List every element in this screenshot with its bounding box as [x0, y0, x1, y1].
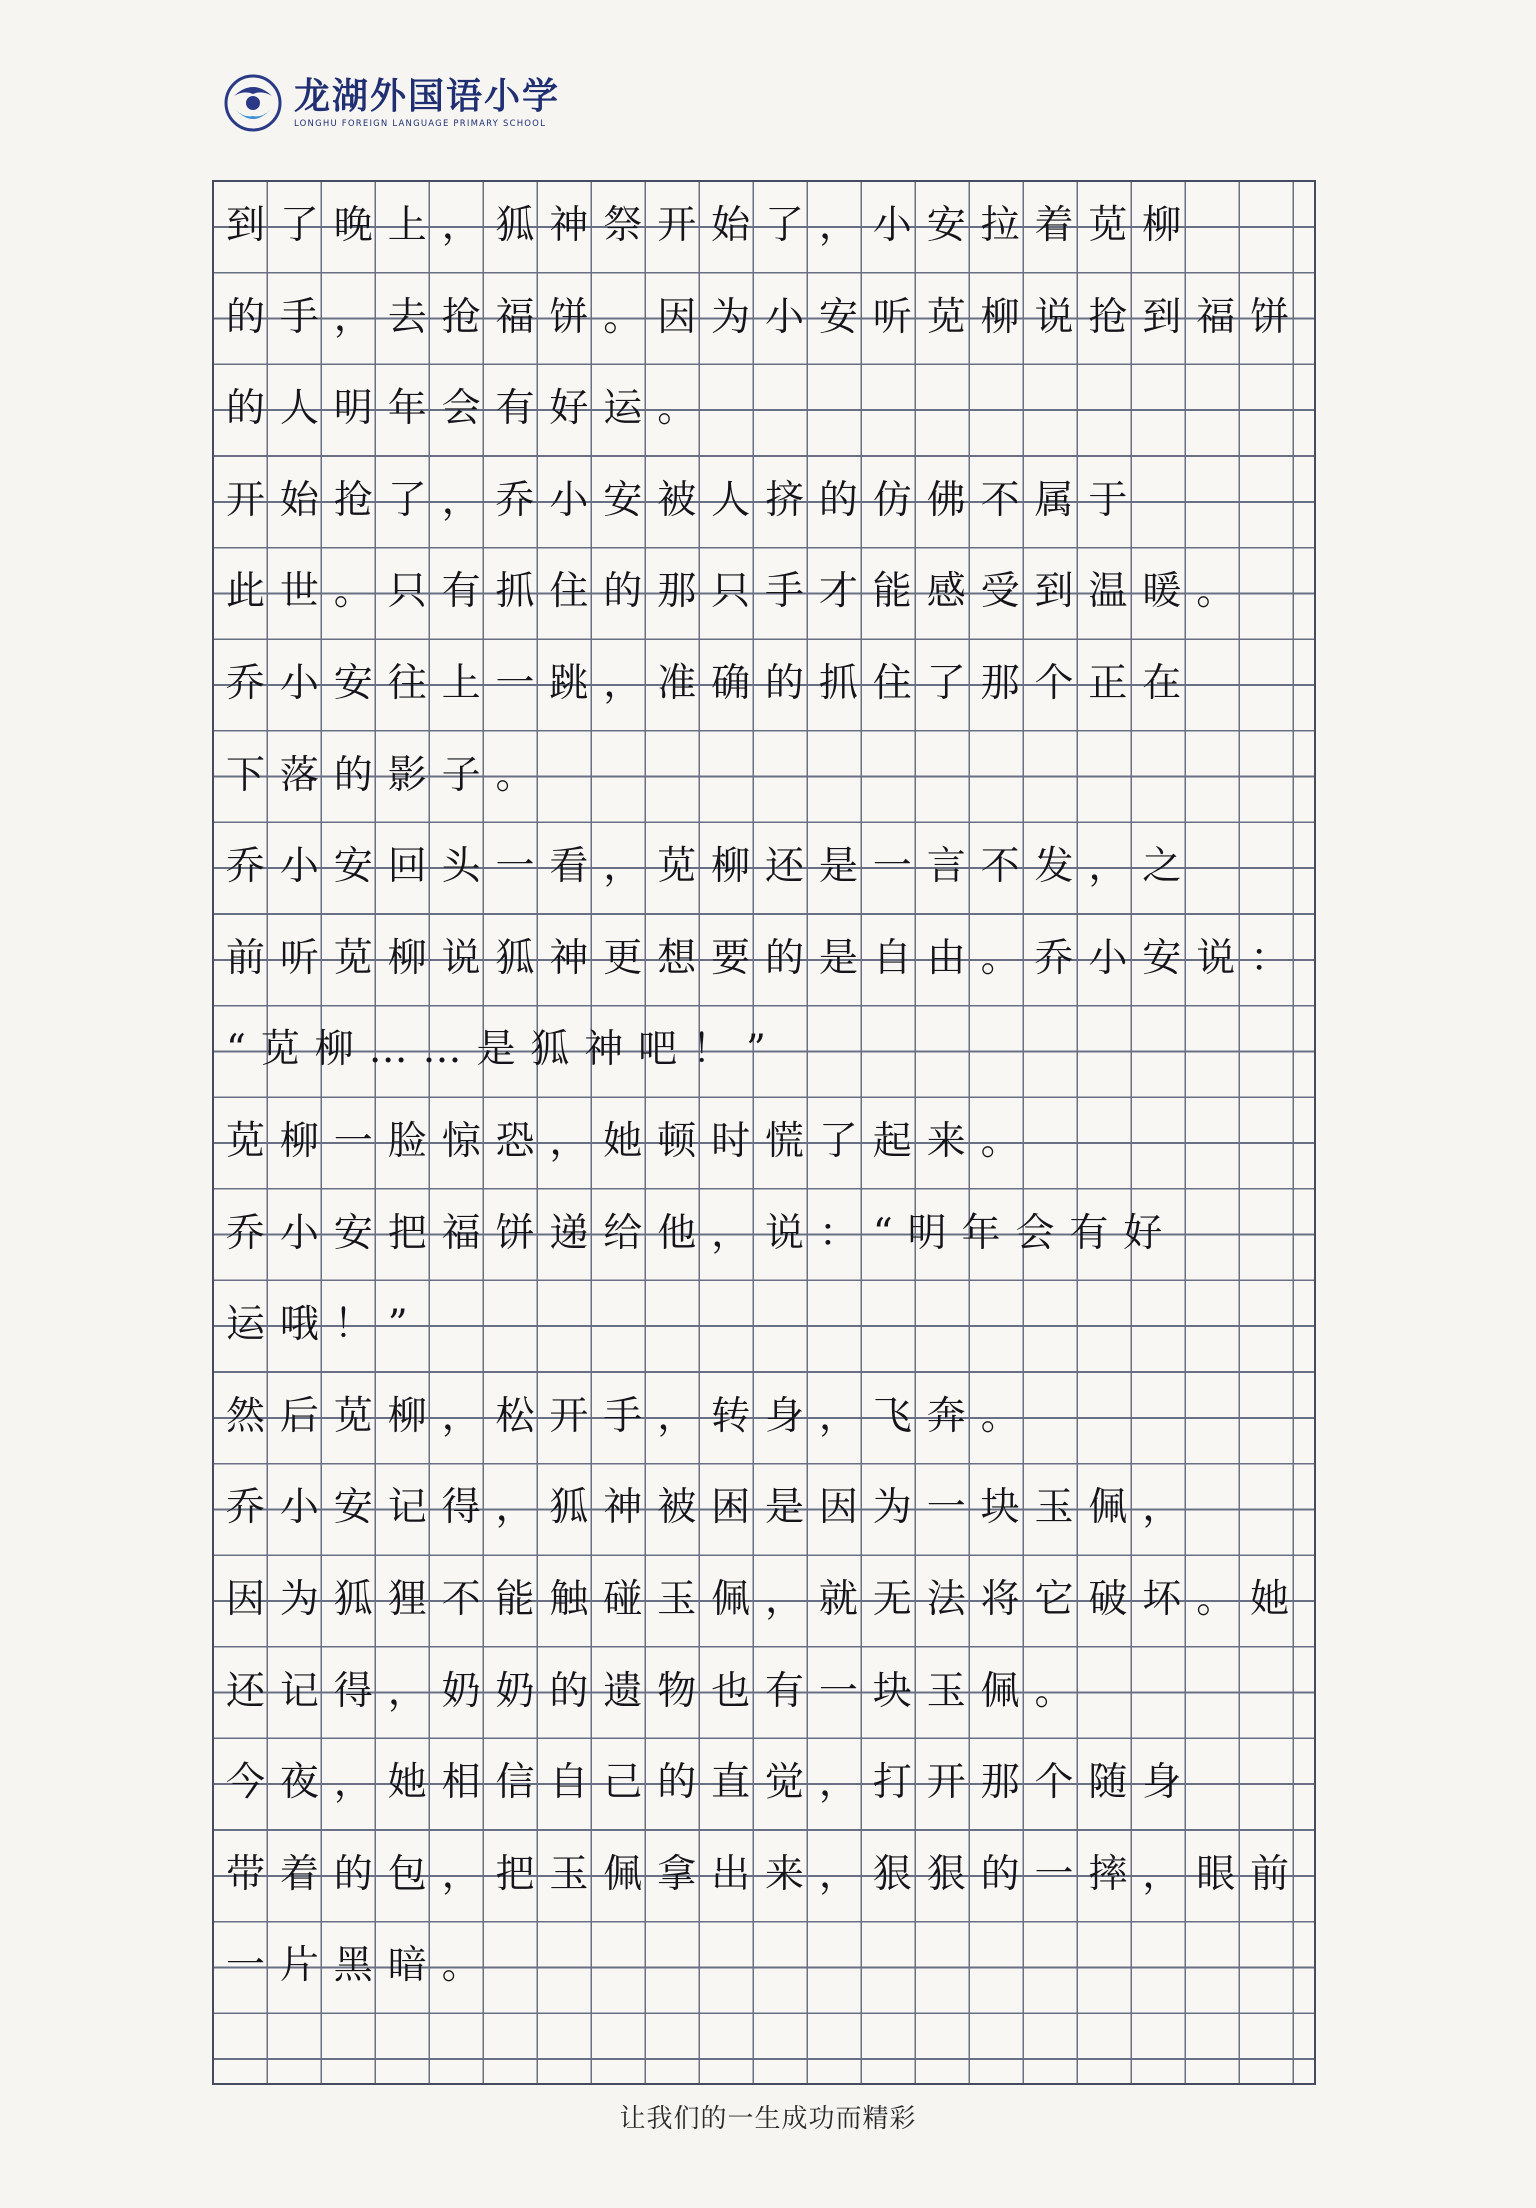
school-name: 龙湖外国语小学 — [294, 76, 561, 117]
school-name-en: LONGHU FOREIGN LANGUAGE PRIMARY SCHOOL — [294, 119, 547, 129]
school-logo-icon — [222, 72, 284, 134]
handwritten-line: 前听苋柳说狐神更想要的是自由。乔小安说： — [226, 935, 1305, 981]
handwritten-line: 一片黑暗。 — [226, 1943, 496, 1989]
handwritten-line: “苋柳……是狐神吧！” — [226, 1027, 781, 1073]
handwritten-line: 的手，去抢福饼。因为小安听苋柳说抢到福饼 — [226, 294, 1305, 340]
handwritten-line: 运哦！” — [226, 1302, 423, 1348]
handwritten-line: 到了晚上，狐神祭开始了，小安拉着苋柳 — [226, 203, 1197, 248]
handwritten-line: 带着的包，把玉佩拿出来，狠狠的一摔，眼前 — [226, 1851, 1305, 1897]
handwritten-line: 开始抢了，乔小安被人挤的仿佛不属于 — [226, 477, 1143, 523]
handwritten-line: 苋柳一脸惊恐，她顿时慌了起来。 — [226, 1119, 1035, 1164]
handwritten-line: 乔小安把福饼递给他，说：“明年会有好 — [226, 1210, 1178, 1256]
handwritten-line: 下落的影子。 — [226, 752, 550, 798]
footer-slogan: 让我们的一生成功而精彩 — [619, 2104, 917, 2134]
handwritten-line: 今夜，她相信自己的直觉，打开那个随身 — [226, 1760, 1197, 1806]
handwritten-line: 的人明年会有好运。 — [226, 386, 712, 432]
handwritten-line: 此世。只有抓住的那只手才能感受到温暖。 — [226, 569, 1251, 615]
handwritten-line: 乔小安回头一看，苋柳还是一言不发，之 — [226, 844, 1197, 890]
handwritten-line: 乔小安记得，狐神被困是因为一块玉佩， — [226, 1485, 1197, 1531]
handwritten-line: 乔小安往上一跳，准确的抓住了那个正在 — [226, 661, 1197, 706]
handwritten-line: 因为狐狸不能触碰玉佩，就无法将它破坏。她 — [226, 1577, 1305, 1622]
handwritten-line: 然后苋柳，松开手，转身，飞奔。 — [226, 1393, 1035, 1439]
handwritten-line: 还记得，奶奶的遗物也有一块玉佩。 — [226, 1668, 1089, 1714]
school-header — [222, 72, 560, 134]
